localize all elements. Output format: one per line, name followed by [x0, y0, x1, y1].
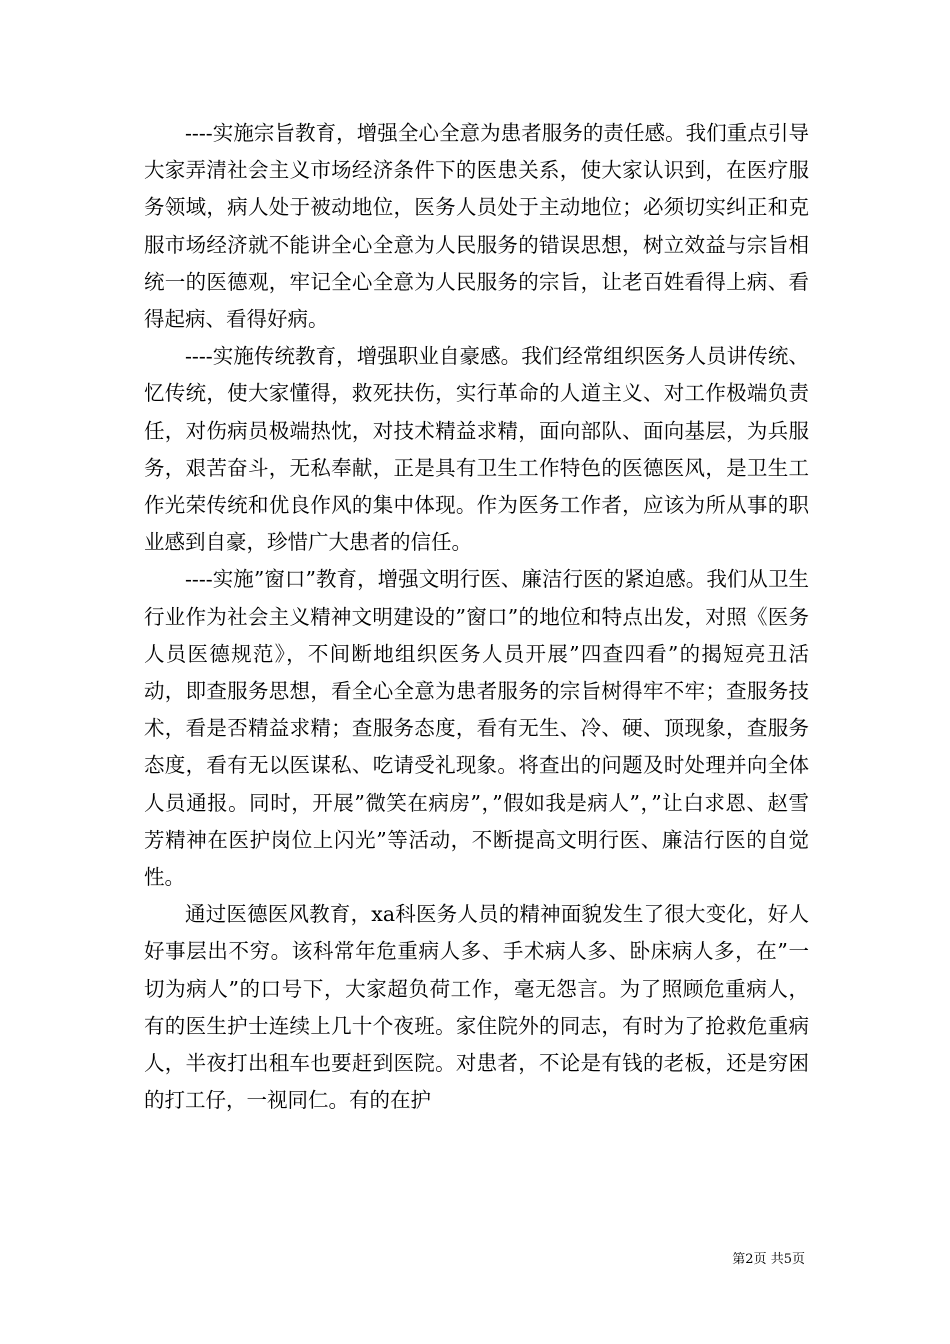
page-number-footer — [732, 1248, 805, 1267]
footer-prefix: 第 — [732, 1252, 746, 1267]
current-page-number: 2 — [745, 1252, 754, 1267]
paragraph-window-education: ----实施”窗口”教育，增强文明行医、廉洁行医的紧迫感。我们从卫生行业作为社会主义精神文明建设的”窗口”的地位和特点出发，对照《医务人员医德规范》，不间断地组织医务人员开展”四查四看”的揭短亮丑活动，即查服务思想，看全心全意为患者服务的宗旨树得牢不牢；查服务技术，看是否精益求精；查服务态度，看有无生、冷、硬、顶现象，查服务态度，看有无以医谋私、吃请受礼现象。将查出的问题及时处理并向全体人员通报。同时，开展”微笑在病房”，”假如我是病人”，”让白求恩、赵雪芳精神在医护岗位上闪光”等活动，不断提高文明行医、廉洁行医的自觉性。 — [144, 567, 809, 890]
document-body — [144, 115, 809, 1119]
footer-middle: 页 共 — [753, 1252, 784, 1267]
paragraph-tradition-education: ----实施传统教育，增强职业自豪感。我们经常组织医务人员讲传统、忆传统，使大家懂得，救死扶伤，实行革命的人道主义、对工作极端负责任，对伤病员极端热忱，对技术精益求精，面向部队、面向基层，为兵服务，艰苦奋斗，无私奉献，正是具有卫生工作特色的医德医风，是卫生工作光荣传统和优良作风的集中体现。作为医务工作者，应该为所从事的职业感到自豪，珍惜广大患者的信任。 — [144, 344, 809, 555]
footer-suffix: 页 — [791, 1252, 805, 1267]
paragraph-purpose-education: ----实施宗旨教育，增强全心全意为患者服务的责任感。我们重点引导大家弄清社会主义市场经济条件下的医患关系，使大家认识到，在医疗服务领域，病人处于被动地位，医务人员处于主动地位；必须切实纠正和克服市场经济就不能讲全心全意为人民服务的错误思想，树立效益与宗旨相统一的医德观，牢记全心全意为人民服务的宗旨，让老百姓看得上病、看得起病、看得好病。 — [144, 121, 809, 332]
total-pages-number: 5 — [783, 1252, 792, 1267]
paragraph-results: 通过医德医风教育，xa科医务人员的精神面貌发生了很大变化，好人好事层出不穷。该科常年危重病人多、手术病人多、卧床病人多，在”一切为病人”的口号下，大家超负荷工作，毫无怨言。为了照顾危重病人，有的医生护士连续上几十个夜班。家住院外的同志，有时为了抢救危重病人，半夜打出租车也要赶到医院。对患者，不论是有钱的老板，还是穷困的打工仔，一视同仁。有的在护 — [144, 902, 809, 1113]
